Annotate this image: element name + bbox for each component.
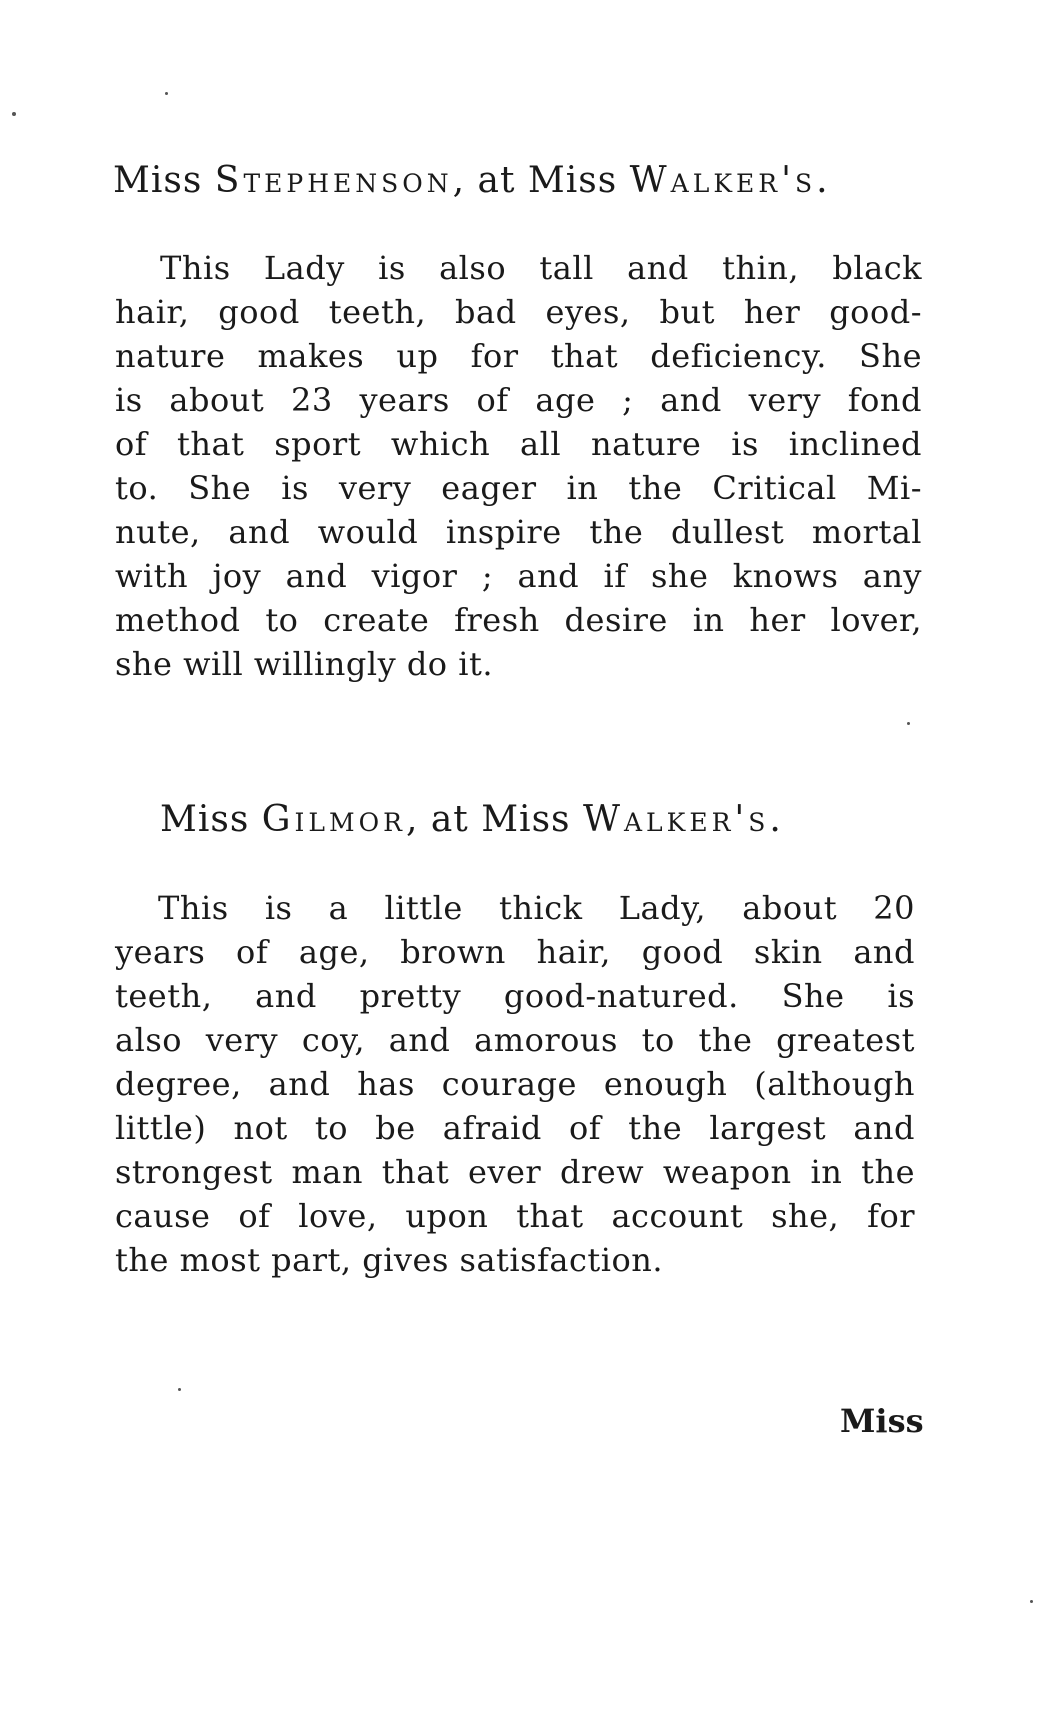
scan-speck bbox=[12, 112, 16, 116]
text-line: of that sport which all nature is inclined bbox=[115, 425, 922, 463]
text-line: teeth, and pretty good-natured. She is bbox=[115, 977, 915, 1015]
scan-speck bbox=[165, 92, 168, 95]
text-line: method to create fresh desire in her lover, bbox=[115, 601, 922, 639]
entry-heading bbox=[160, 799, 785, 840]
text-line: degree, and has courage enough (although bbox=[115, 1065, 915, 1103]
scan-speck bbox=[178, 1388, 181, 1391]
text-line: is about 23 years of age ; and very fond bbox=[115, 381, 922, 419]
scan-speck bbox=[907, 722, 910, 725]
text-line: little) not to be afraid of the largest and bbox=[115, 1109, 915, 1147]
text-line: nature makes up for that deficiency. She bbox=[115, 337, 922, 375]
heading-house: Walker's. bbox=[582, 799, 785, 840]
heading-connector: , at Miss bbox=[405, 799, 571, 840]
heading-name: Stephenson bbox=[214, 160, 453, 201]
heading-house: Walker's. bbox=[629, 160, 832, 201]
catchword: Miss bbox=[840, 1402, 924, 1440]
text-line: she will willingly do it. bbox=[115, 645, 493, 683]
text-line: This Lady is also tall and thin, black bbox=[160, 249, 922, 287]
text-line: years of age, brown hair, good skin and bbox=[115, 933, 915, 971]
heading-prefix: Miss bbox=[160, 799, 250, 840]
text-line: hair, good teeth, bad eyes, but her good- bbox=[115, 293, 922, 331]
entry-heading bbox=[113, 160, 832, 201]
text-line: with joy and vigor ; and if she knows any bbox=[115, 557, 922, 595]
text-line: strongest man that ever drew weapon in the bbox=[115, 1153, 915, 1191]
text-line: also very coy, and amorous to the greatest bbox=[115, 1021, 915, 1059]
text-line: to. She is very eager in the Critical Mi- bbox=[115, 469, 922, 507]
text-line: the most part, gives satisfaction. bbox=[115, 1241, 664, 1279]
text-line: cause of love, upon that account she, for bbox=[115, 1197, 915, 1235]
heading-connector: , at Miss bbox=[452, 160, 618, 201]
scan-speck bbox=[1030, 1600, 1033, 1603]
heading-prefix: Miss bbox=[113, 160, 203, 201]
text-line: nute, and would inspire the dullest mortal bbox=[115, 513, 922, 551]
text-line: This is a little thick Lady, about 20 bbox=[158, 889, 915, 927]
heading-name: Gilmor bbox=[261, 799, 406, 840]
